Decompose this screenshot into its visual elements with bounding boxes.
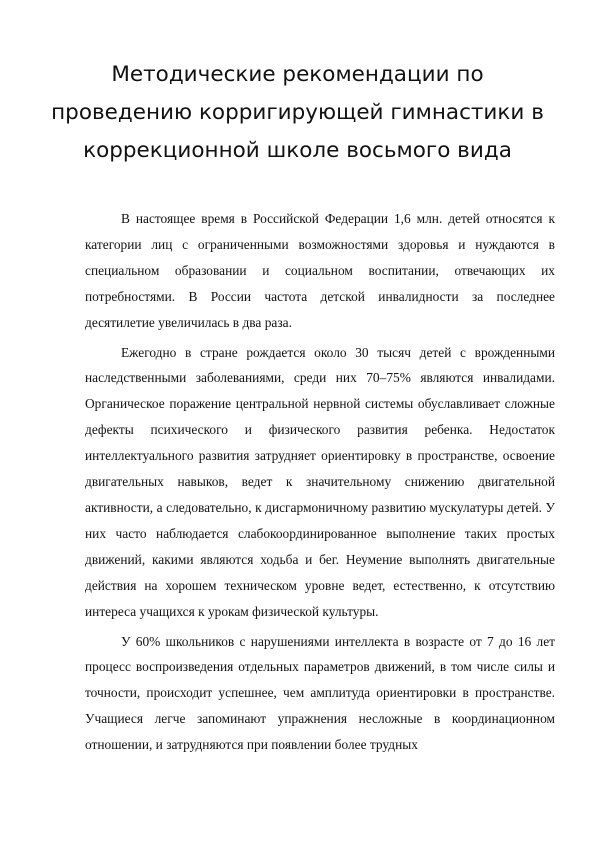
document-title: Методические рекомендации по проведению корригирующей гимнастики в коррекционной школе восьмого вида <box>51 62 544 163</box>
paragraph-3: У 60% школьников с нарушениями интеллекта в возрасте от 7 до 16 лет процесс воспроизведения отдельных параметров движений, в том числе силы и точности, происходит успешнее, чем амплитуда ориентировки в пространстве. Учащиеся легче запоминают упражнения несложные в координационном отношении, и затрудняются при появлении более трудных <box>85 633 555 753</box>
paragraph-2: Ежегодно в стране рождается около 30 тысяч детей с врожденными наследственными заболеваниями, среди них 70–75% являются инвалидами. Органическое поражение центральной нервной системы обуславливает сложные дефекты психического и физического развития ребенка. Недостаток интеллектуального развития затрудняет ориентировку в пространстве, освоение двигательных навыков, ведет к значительному снижению двигательной активности, а следовательно, к дисгармоничному развитию мускулатуры детей. У них часто наблюдается слабокоординированное выполнение таких простых движений, какими являются ходьба и бег. Неумение выполнять двигательные действия на хорошем техническом уровне ведет, естественно, к отсутствию интереса учащихся к урокам физической культуры. <box>85 344 555 619</box>
document-body <box>85 206 555 758</box>
paragraph-1: В настоящее время в Российской Федерации 1,6 млн. детей относятся к категории лиц с ограниченными возможностями здоровья и нуждаются в специальном образовании и социальном воспитании, отвечающих их потребностями. В России частота детской инвалидности за последнее десятилетие увеличилась в два раза. <box>85 211 555 330</box>
